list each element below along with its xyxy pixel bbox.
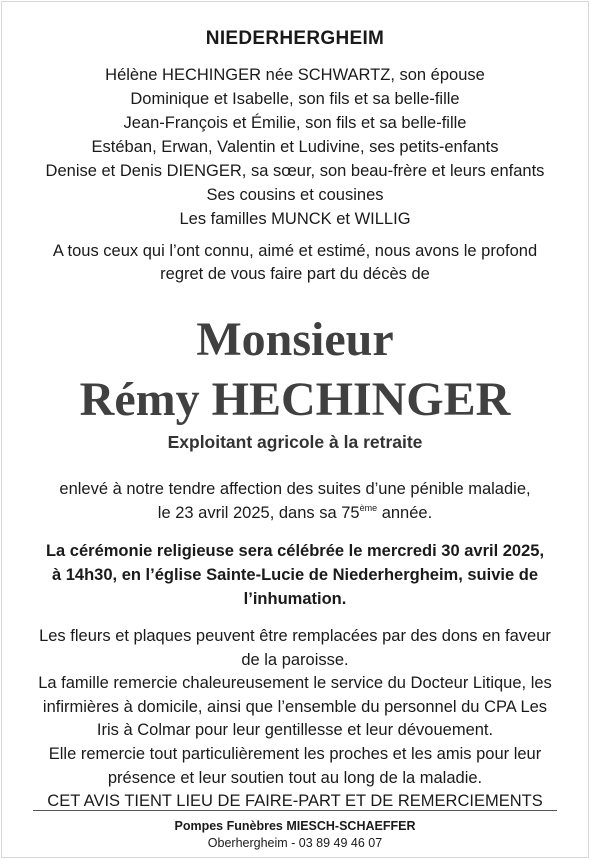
death-year-word: année. (377, 504, 433, 522)
death-line-1: enlevé à notre tendre affection des suites d’une pénible maladie, (59, 480, 531, 498)
closing-line: Elle remercie tout particulièrement les proches et les amis pour leur (48, 744, 542, 763)
intro-line: A tous ceux qui l’ont connu, aimé et estimé, nous avons le profond (52, 242, 538, 260)
family-line: Ses cousins et cousines (206, 186, 384, 204)
town-heading: NIEDERHERGHEIM (205, 28, 385, 49)
funeral-home-contact: Oberhergheim - 03 89 49 46 07 (207, 836, 383, 850)
closing-line: de la paroisse. (241, 650, 349, 669)
death-date-text: le 23 avril 2025, dans sa 75 (157, 504, 360, 522)
family-line: Estéban, Erwan, Valentin et Ludivine, ses petits-enfants (91, 138, 499, 156)
deceased-occupation: Exploitant agricole à la retraite (167, 432, 423, 452)
funeral-home-name: Pompes Funèbres MIESCH-SCHAEFFER (174, 819, 416, 833)
ceremony-line: à 14h30, en l’église Sainte-Lucie de Niederhergheim, suivie de (51, 566, 539, 584)
intro-line: regret de vous faire part du décès de (160, 265, 430, 283)
footer (0, 818, 590, 852)
family-line: Jean-François et Émilie, son fils et sa belle-fille (123, 114, 467, 132)
family-line: Les familles MUNCK et WILLIG (179, 210, 411, 228)
closing-line: Les fleurs et plaques peuvent être remplacées par des dons en faveur (39, 627, 551, 645)
notice-border (1, 1, 589, 858)
family-line: Denise et Denis DIENGER, sa sœur, son beau-frère et leurs enfants (45, 162, 545, 180)
closing-line: présence et leur soutien tout au long de la maladie. (107, 768, 483, 787)
closing-line: Iris à Colmar pour leur gentillesse et leur dévouement. (96, 721, 494, 740)
family-line: Dominique et Isabelle, son fils et sa belle-fille (130, 90, 460, 108)
deceased-name: Rémy HECHINGER (79, 373, 511, 426)
ordinal-suffix: ème (359, 503, 378, 513)
closing-line: infirmières à domicile, ainsi que l’ensemble du personnel du CPA Les (42, 697, 548, 716)
closing-line: La famille remercie chaleureusement le service du Docteur Litique, les (38, 674, 552, 693)
deceased-title: Monsieur (196, 313, 394, 366)
ceremony-line: l’inhumation. (243, 590, 347, 608)
ceremony-line: La cérémonie religieuse sera célébrée le mercredi 30 avril 2025, (45, 542, 545, 560)
closing-line: CET AVIS TIENT LIEU DE FAIRE-PART ET DE REMERCIEMENTS (47, 792, 543, 811)
family-line: Hélène HECHINGER née SCHWARTZ, son épouse (105, 66, 485, 84)
footer-divider (33, 810, 557, 811)
